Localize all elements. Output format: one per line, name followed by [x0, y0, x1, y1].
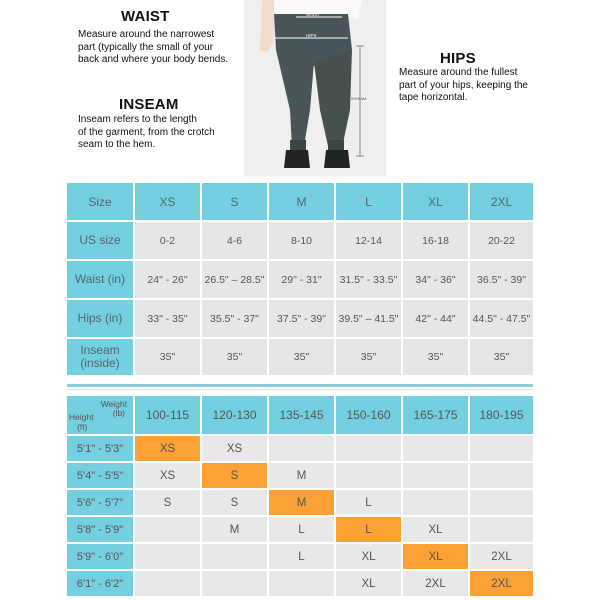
size-table-cell: 33" - 35"	[135, 300, 200, 337]
hips-title: HIPS	[440, 50, 476, 67]
size-header-cell: M	[269, 183, 334, 220]
fit-table-cell: XL	[336, 544, 401, 569]
waist-desc-line: back and where your body bends.	[78, 54, 229, 65]
fit-table-cell: M	[202, 517, 267, 542]
height-row-label: 5'6" - 5'7"	[67, 490, 133, 515]
fit-table-cell	[470, 436, 533, 461]
size-row-label: Size	[67, 183, 133, 220]
size-table-cell: 12-14	[336, 222, 401, 259]
photo-hips-label: HIPS	[306, 33, 317, 38]
fit-table-corner	[67, 396, 133, 434]
fit-table-cell	[470, 490, 533, 515]
size-table-cell: 35"	[403, 339, 468, 375]
fit-table-cell: XS	[135, 463, 200, 488]
size-header-cell: XL	[403, 183, 468, 220]
recommended-size-cell: XL	[403, 544, 468, 569]
size-row-label: Waist (in)	[67, 261, 133, 298]
height-row-label: 5'8" - 5'9"	[67, 517, 133, 542]
size-table-cell: 35.5" - 37"	[202, 300, 267, 337]
section-divider	[67, 384, 533, 387]
size-table-cell: 20-22	[470, 222, 533, 259]
size-table-cell: 44.5" - 47.5"	[470, 300, 533, 337]
fit-table-cell	[336, 463, 401, 488]
fit-table-cell: XL	[336, 571, 401, 596]
fit-table-cell: L	[336, 490, 401, 515]
fit-table-cell: 2XL	[403, 571, 468, 596]
recommended-size-cell: XS	[135, 436, 200, 461]
fit-table-cell: S	[135, 490, 200, 515]
fit-table-cell: 2XL	[470, 544, 533, 569]
height-row-label: 5'4" - 5'5"	[67, 463, 133, 488]
photo-waist-label: WAIST	[306, 12, 321, 17]
height-row-label: 5'9" - 6'0"	[67, 544, 133, 569]
fit-table-cell: L	[269, 544, 334, 569]
hips-description	[399, 67, 528, 105]
hips-desc-line: tape horizontal.	[399, 92, 468, 103]
size-table-cell: 34" - 36"	[403, 261, 468, 298]
fit-table-cell	[470, 463, 533, 488]
model-pants-illustration	[244, 0, 386, 176]
fit-table-cell	[135, 544, 200, 569]
size-table-cell: 35"	[470, 339, 533, 375]
height-axis-label: Height	[69, 412, 94, 422]
height-unit-label: (ft)	[77, 422, 88, 432]
size-header-cell: L	[336, 183, 401, 220]
height-row-label: 6'1" - 6'2"	[67, 571, 133, 596]
fit-table-cell	[135, 517, 200, 542]
recommended-size-cell: S	[202, 463, 267, 488]
weight-unit-label: (lb)	[112, 408, 125, 418]
weight-header-cell: 135-145	[269, 396, 334, 434]
height-row-label: 5'1" - 5'3"	[67, 436, 133, 461]
size-table-cell: 31.5" - 33.5"	[336, 261, 401, 298]
recommended-size-cell: 2XL	[470, 571, 533, 596]
waist-description	[78, 29, 228, 67]
size-table-cell: 37.5" - 39"	[269, 300, 334, 337]
fit-table-cell	[135, 571, 200, 596]
hips-desc-line: Measure around the fullest	[399, 67, 518, 78]
size-table-cell: 39.5" – 41.5"	[336, 300, 401, 337]
photo-inseam-label: INSEAM	[351, 96, 367, 101]
size-table-cell: 42" - 44"	[403, 300, 468, 337]
fit-table-cell	[470, 517, 533, 542]
weight-header-cell: 150-160	[336, 396, 401, 434]
size-table-cell: 26.5" – 28.5"	[202, 261, 267, 298]
waist-desc-line: Measure around the narrowest	[78, 29, 215, 40]
size-table-cell: 35"	[269, 339, 334, 375]
size-header-cell: S	[202, 183, 267, 220]
size-header-cell: 2XL	[470, 183, 533, 220]
inseam-desc-line: of the garment, from the crotch	[78, 126, 215, 138]
size-table-cell: 0-2	[135, 222, 200, 259]
waist-title: WAIST	[121, 8, 170, 25]
size-row-label-line: (inside)	[80, 356, 120, 370]
recommended-size-cell: L	[336, 517, 401, 542]
model-photo	[244, 0, 386, 176]
fit-table-cell	[336, 436, 401, 461]
size-table-cell: 24" - 26"	[135, 261, 200, 298]
fit-table-cell	[403, 436, 468, 461]
fit-table-cell: L	[269, 517, 334, 542]
fit-table-cell: S	[202, 490, 267, 515]
weight-header-cell: 120-130	[202, 396, 267, 434]
size-table-cell: 8-10	[269, 222, 334, 259]
size-row-label-line: Inseam	[80, 343, 120, 357]
fit-table-cell: M	[269, 463, 334, 488]
weight-header-cell: 180-195	[470, 396, 533, 434]
fit-table-cell	[202, 571, 267, 596]
size-table-cell: 29" - 31"	[269, 261, 334, 298]
inseam-description	[78, 114, 215, 152]
fit-table-cell	[403, 463, 468, 488]
fit-table-cell	[202, 544, 267, 569]
inseam-title: INSEAM	[119, 96, 179, 113]
weight-axis-label: Weight	[100, 399, 127, 409]
fit-table-cell	[269, 436, 334, 461]
waist-desc-line: part (typically the small of your	[78, 41, 214, 53]
fit-table-cell: XL	[403, 517, 468, 542]
size-row-label: Hips (in)	[67, 300, 133, 337]
size-table-cell: 4-6	[202, 222, 267, 259]
size-header-cell: XS	[135, 183, 200, 220]
size-table-cell: 35"	[135, 339, 200, 375]
fit-table-cell	[269, 571, 334, 596]
inseam-desc-line: seam to the hem.	[78, 139, 156, 150]
hips-desc-line: part of your hips, keeping the	[399, 79, 528, 91]
size-table-cell: 16-18	[403, 222, 468, 259]
size-row-label	[67, 339, 133, 375]
section-divider-shadow	[67, 389, 533, 390]
size-table-cell: 35"	[336, 339, 401, 375]
recommended-size-cell: M	[269, 490, 334, 515]
fit-table-cell	[403, 490, 468, 515]
size-table-cell: 35"	[202, 339, 267, 375]
weight-header-cell: 165-175	[403, 396, 468, 434]
weight-header-cell: 100-115	[135, 396, 200, 434]
inseam-desc-line: Inseam refers to the length	[78, 114, 197, 125]
size-table-cell: 36.5" - 39"	[470, 261, 533, 298]
size-row-label: US size	[67, 222, 133, 259]
fit-table-cell: XS	[202, 436, 267, 461]
